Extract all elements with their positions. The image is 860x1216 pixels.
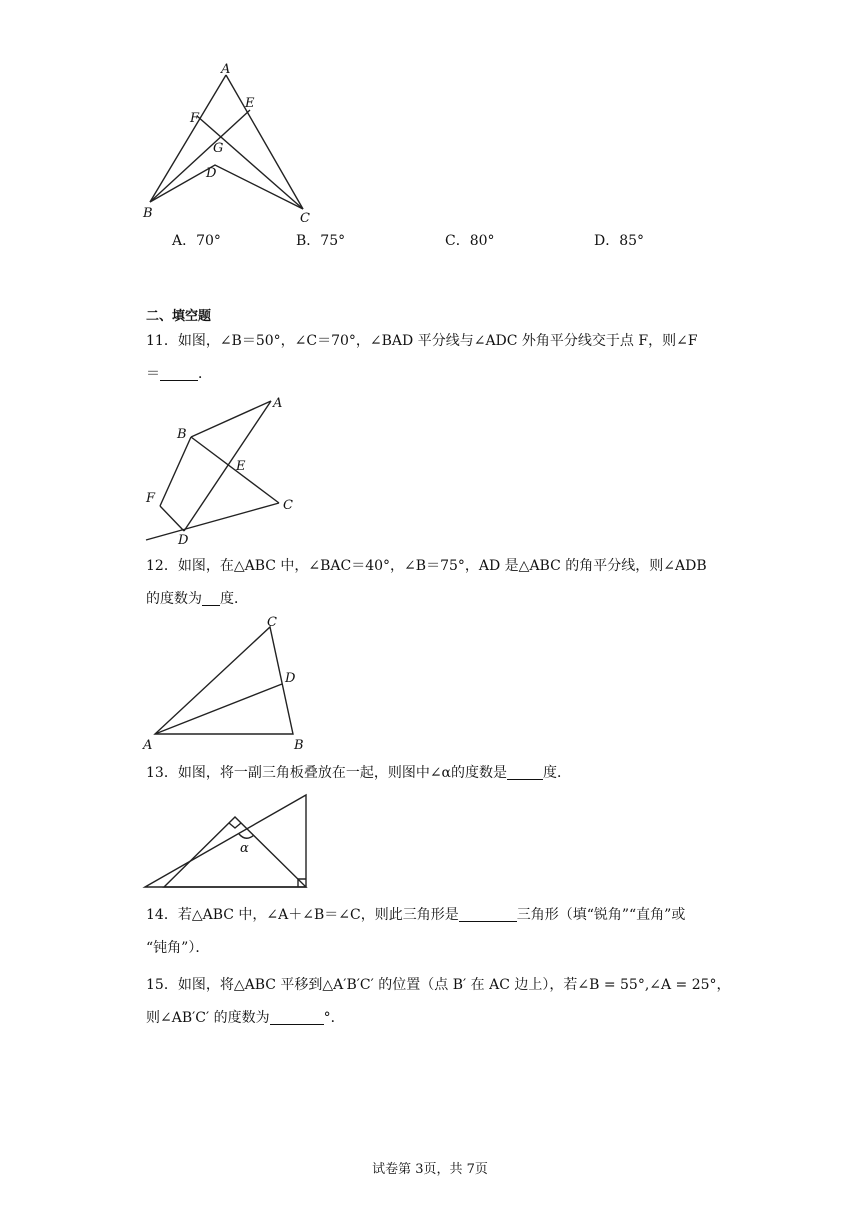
q15-line2: [146, 1008, 345, 1028]
label-c: C: [267, 615, 277, 630]
label-e: E: [245, 96, 255, 111]
label-f: F: [190, 111, 200, 126]
q12-answer-blank[interactable]: [202, 591, 220, 606]
q10-option-c: C．80°: [445, 233, 495, 249]
label-b: B: [143, 206, 153, 221]
alpha-label: α: [240, 841, 249, 856]
triangle-abc: [155, 627, 293, 734]
label-a: A: [143, 738, 153, 753]
q13-prefix: 13．如图，将一副三角板叠放在一起，则图中∠α的度数是: [146, 765, 507, 781]
page-footer: 试卷第 3页，共 7页: [372, 1162, 488, 1177]
q12-line2: [146, 589, 248, 609]
line-be: [150, 110, 250, 202]
q13-line: [146, 763, 571, 783]
q11-line2: [146, 364, 212, 384]
q10-figure: [140, 58, 330, 228]
q11-answer-blank[interactable]: [160, 366, 198, 381]
q14-answer-blank[interactable]: [459, 907, 517, 922]
q14-suffix: 三角形（填“锐角”“直角”或: [516, 907, 686, 923]
q10-option-d: D．85°: [594, 233, 645, 249]
q12-suffix: 度．: [220, 591, 248, 607]
q10-option-b: B．75°: [296, 233, 346, 249]
line-ad: [155, 684, 282, 734]
section-title: 二、填空题: [146, 309, 212, 324]
label-d: D: [178, 533, 189, 548]
label-c: C: [300, 211, 310, 226]
q12-figure: [140, 612, 320, 754]
q12-prefix: 的度数为: [146, 591, 202, 607]
q15-line1: 15．如图，将△ABC 平移到△A′B′C′ 的位置（点 B′ 在 AC 边上），若∠B = 55°,∠A = 25°，: [146, 977, 731, 993]
q11-prefix: ＝: [146, 366, 160, 382]
q13-answer-blank[interactable]: [507, 765, 543, 780]
q15-prefix: 则∠AB′C′ 的度数为: [146, 1010, 270, 1026]
line-ab: [150, 75, 226, 202]
q12-line1: 12．如图，在△ABC 中，∠BAC＝40°，∠B＝75°，AD 是△ABC 的角平分线，则∠ADB: [146, 558, 707, 574]
label-b: B: [177, 427, 187, 442]
label-d: D: [285, 671, 296, 686]
label-d: D: [206, 166, 217, 181]
q11-suffix: ．: [198, 366, 212, 382]
label-c: C: [283, 498, 293, 513]
q14-prefix: 14．若△ABC 中，∠A＋∠B＝∠C，则此三角形是: [146, 907, 459, 923]
line-ac: [226, 75, 303, 209]
q15-answer-blank[interactable]: [270, 1010, 324, 1025]
q14-line1: [146, 905, 685, 925]
label-f: F: [146, 491, 156, 506]
line-dc-extended: [146, 503, 279, 540]
q10-option-a: A．70°: [172, 233, 221, 249]
q13-suffix: 度．: [543, 765, 571, 781]
label-g: G: [213, 141, 224, 156]
large-set-square: [145, 795, 306, 887]
line-cf: [197, 116, 303, 209]
line-bf: [160, 437, 191, 506]
label-b: B: [294, 738, 304, 753]
q13-figure: [140, 790, 315, 892]
line-fd: [160, 506, 184, 531]
line-bdc: [150, 165, 303, 209]
label-a: A: [273, 396, 283, 411]
q14-line2: “钝角”）．: [146, 940, 210, 956]
q15-suffix: °．: [323, 1010, 345, 1026]
label-a: A: [221, 62, 231, 77]
right-angle-mark-top: [229, 823, 241, 828]
alpha-arc: [239, 834, 254, 838]
q11-line1: 11．如图，∠B＝50°，∠C＝70°，∠BAD 平分线与∠ADC 外角平分线交于点 F，则∠F: [146, 333, 698, 349]
label-e: E: [236, 459, 246, 474]
q11-figure: [140, 392, 310, 547]
line-bc: [191, 437, 279, 503]
